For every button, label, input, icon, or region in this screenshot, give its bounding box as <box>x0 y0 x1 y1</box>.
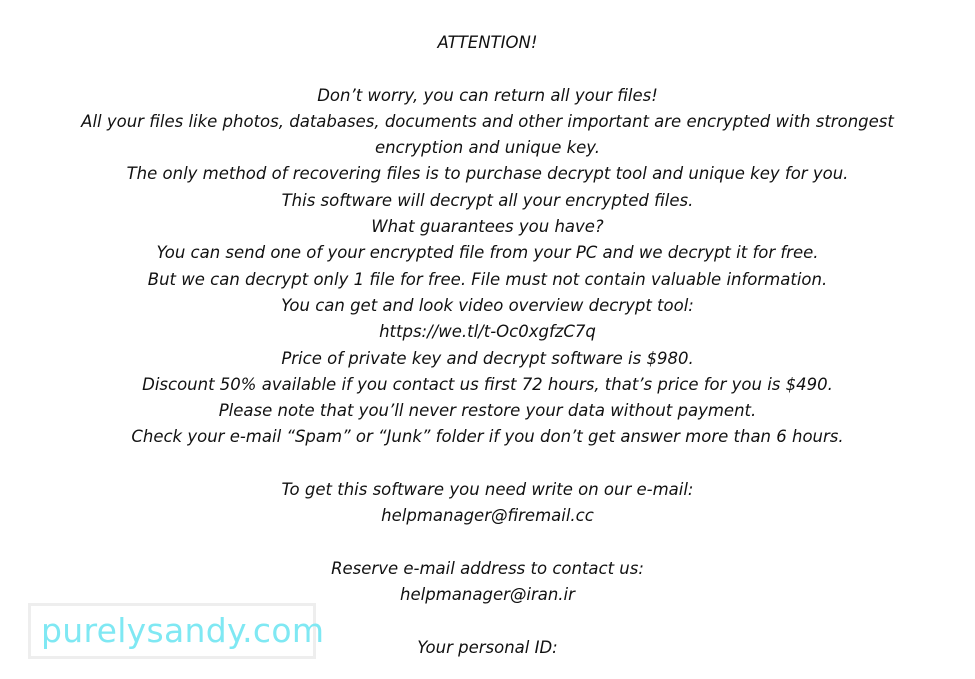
reserve-email: helpmanager@iran.ir <box>400 585 575 605</box>
note-line: What guarantees you have? <box>371 217 604 237</box>
note-line: You can send one of your encrypted file from your PC and we decrypt it for free. <box>156 243 819 263</box>
note-line: You can get and look video overview decrypt tool: <box>281 295 694 315</box>
note-line: This software will decrypt all your encrypted files. <box>281 190 694 210</box>
contact-label: To get this software you need write on our e-mail: <box>281 480 694 500</box>
note-line: Don’t worry, you can return all your files! <box>317 85 658 105</box>
note-line: Check your e-mail “Spam” or “Junk” folder if you don’t get answer more than 6 hours. <box>131 427 844 447</box>
note-line: All your files like photos, databases, documents and other important are encrypted with strongest encryption and unique key. <box>81 111 894 158</box>
personal-id-label: Your personal ID: <box>417 637 558 657</box>
contact-email: helpmanager@firemail.cc <box>381 506 594 526</box>
watermark-text: purelysandy.com <box>41 611 325 650</box>
spacer <box>0 530 975 556</box>
note-line: Please note that you’ll never restore your data without payment. <box>218 401 757 421</box>
note-line: Discount 50% available if you contact us first 72 hours, that’s price for you is $490. <box>142 374 833 394</box>
download-link-text: https://we.tl/t-Oc0xgfzC7q <box>379 322 596 342</box>
ransom-note <box>0 30 975 661</box>
note-line: Price of private key and decrypt software is $980. <box>281 348 694 368</box>
note-line: The only method of recovering files is to purchase decrypt tool and unique key for you. <box>126 164 849 184</box>
note-line: But we can decrypt only 1 file for free. File must not contain valuable information. <box>147 269 828 289</box>
reserve-label: Reserve e-mail address to contact us: <box>331 558 644 578</box>
note-title: ATTENTION! <box>437 33 538 52</box>
watermark <box>28 603 325 659</box>
spacer <box>0 451 975 477</box>
spacer <box>0 56 975 82</box>
